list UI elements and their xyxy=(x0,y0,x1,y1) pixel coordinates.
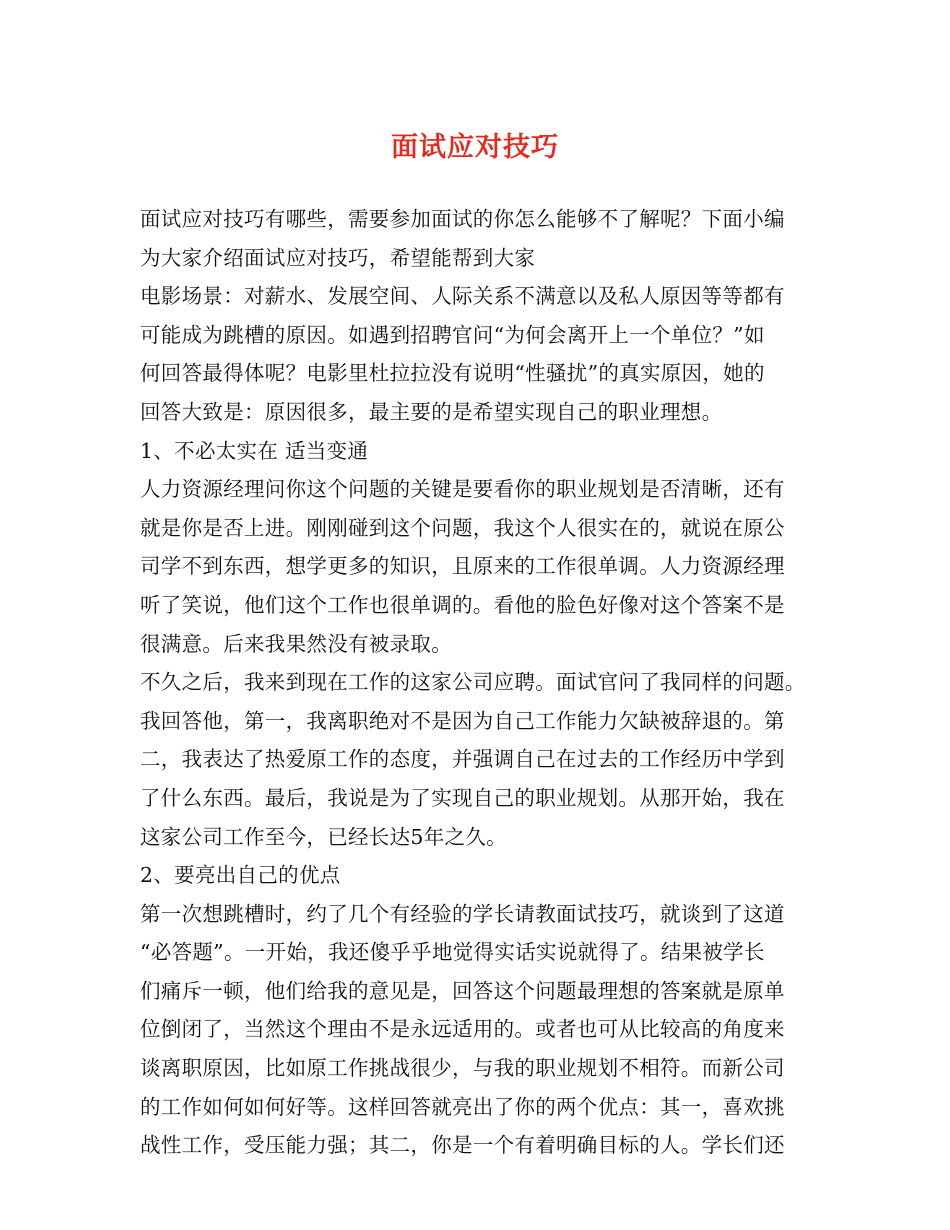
text-line: 不久之后，我来到现在工作的这家公司应聘。面试官问了我同样的问题。 xyxy=(140,670,806,695)
text-line: “必答题”。一开始，我还傻乎乎地觉得实话实说就得了。结果被学长 xyxy=(140,940,765,965)
text-line: 可能成为跳槽的原因。如遇到招聘官问“为何会离开上一个单位？”如 xyxy=(140,322,765,347)
text-line: 位倒闭了，当然这个理由不是永远适用的。或者也可从比较高的角度来 xyxy=(140,1017,785,1042)
text-line: 电影场景：对薪水、发展空间、人际关系不满意以及私人原因等等都有 xyxy=(140,284,785,309)
text-line: 谈离职原因，比如原工作挑战很少，与我的职业规划不相符。而新公司 xyxy=(140,1056,785,1081)
text-line: 二，我表达了热爱原工作的态度，并强调自己在过去的工作经历中学到 xyxy=(140,747,785,772)
text-line: 这家公司工作至今，已经长达5年之久。 xyxy=(140,824,507,849)
text-line: 第一次想跳槽时，约了几个有经验的学长请教面试技巧，就谈到了这道 xyxy=(140,901,785,926)
text-line: 了什么东西。最后，我说是为了实现自己的职业规划。从那开始，我在 xyxy=(140,785,785,810)
text-line: 们痛斥一顿，他们给我的意见是，回答这个问题最理想的答案就是原单 xyxy=(140,978,785,1003)
text-line: 面试应对技巧有哪些，需要参加面试的你怎么能够不了解呢？下面小编 xyxy=(140,207,785,231)
document-body xyxy=(140,200,830,1165)
text-line: 为大家介绍面试应对技巧，希望能帮到大家 xyxy=(140,245,536,270)
text-line: 我回答他，第一，我离职绝对不是因为自己工作能力欠缺被辞退的。第 xyxy=(140,708,785,733)
section-heading-1: 1、不必太实在 适当变通 xyxy=(140,438,369,463)
text-line: 就是你是否上进。刚刚碰到这个问题，我这个人很实在的，就说在原公 xyxy=(140,515,785,540)
text-line: 司学不到东西，想学更多的知识，且原来的工作很单调。人力资源经理 xyxy=(140,554,785,579)
text-line: 何回答最得体呢？电影里杜拉拉没有说明“性骚扰”的真实原因，她的 xyxy=(140,361,765,386)
text-line: 的工作如何如何好等。这样回答就亮出了你的两个优点：其一，喜欢挑 xyxy=(140,1094,785,1119)
section-heading-2: 2、要亮出自己的优点 xyxy=(140,863,341,888)
text-line: 回答大致是：原因很多，最主要的是希望实现自己的职业理想。 xyxy=(140,399,723,424)
text-line: 很满意。后来我果然没有被录取。 xyxy=(140,631,452,656)
text-line: 战性工作，受压能力强；其二，你是一个有着明确目标的人。学长们还 xyxy=(140,1133,785,1158)
text-line: 人力资源经理问你这个问题的关键是要看你的职业规划是否清晰，还有 xyxy=(140,477,785,502)
text-line: 听了笑说，他们这个工作也很单调的。看他的脸色好像对这个答案不是 xyxy=(140,592,785,617)
page-title: 面试应对技巧 xyxy=(391,132,559,163)
